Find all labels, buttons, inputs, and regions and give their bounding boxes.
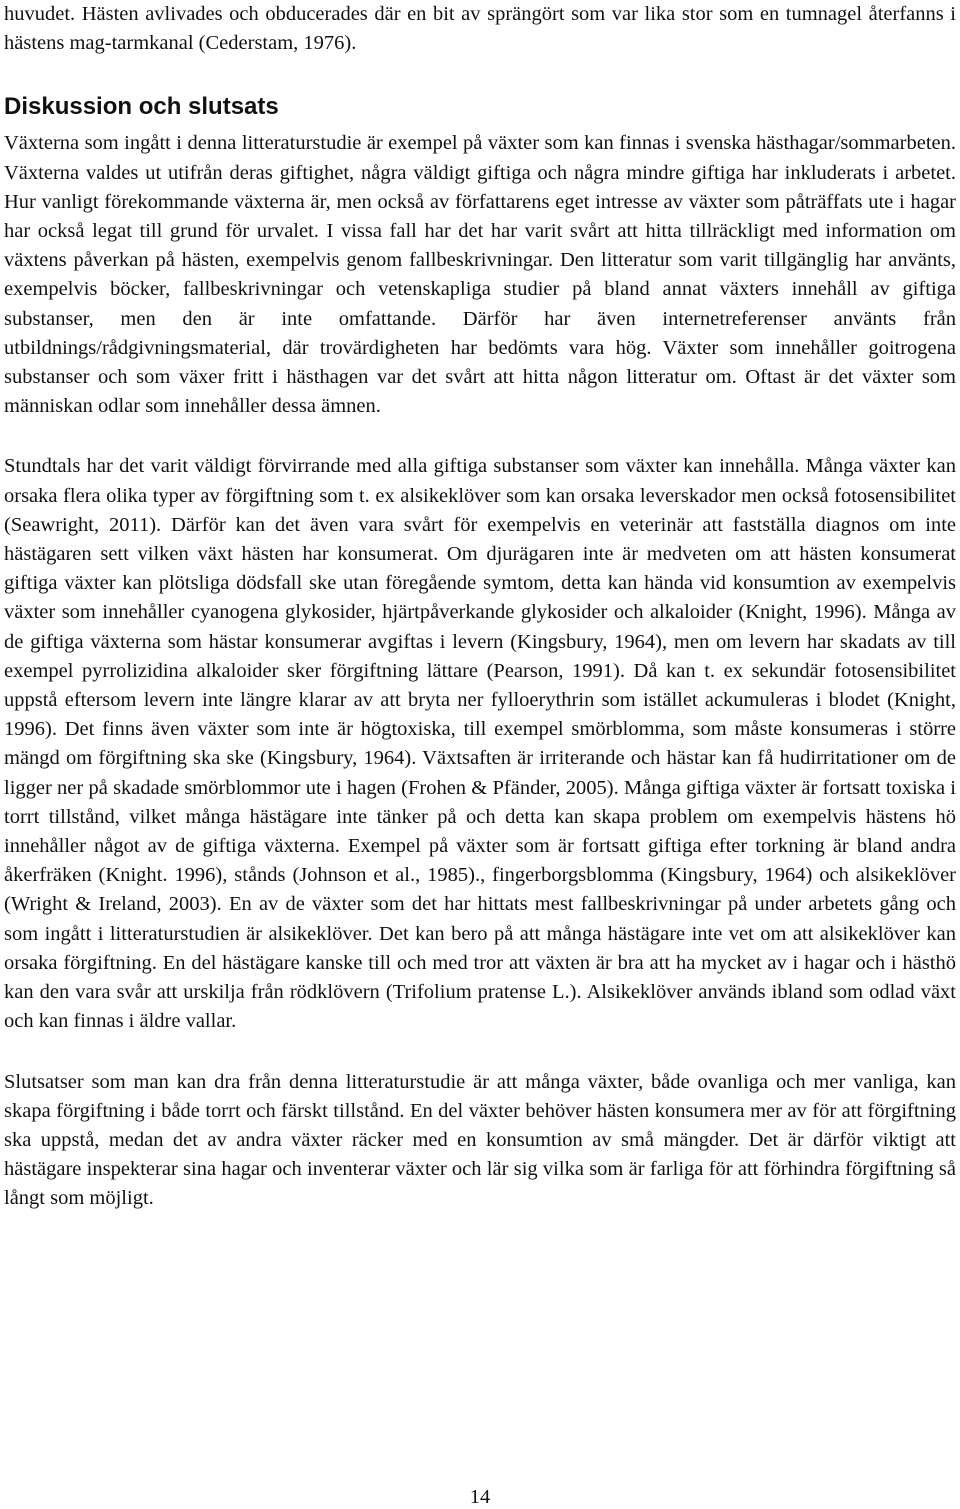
body-paragraph-3: Slutsatser som man kan dra från denna litteraturstudie är att många växter, både ovanliga och mer vanliga, kan skapa förgiftning i både torrt och färskt tillstånd. En del växter behöver hästen konsumera mer av för att förgiftning ska uppstå, medan det av andra växter räcker med en konsumtion av små mängder. Det är därför viktigt att hästägare inspekterar sina hagar och inventerar växter och lär sig vilka som är farliga för att förhindra förgiftning så långt som möjligt. — [4, 1070, 956, 1210]
document-page — [4, 0, 956, 1214]
body-paragraph-2: Stundtals har det varit väldigt förvirrande med alla giftiga substanser som växter kan innehålla. Många växter kan orsaka flera olika typer av förgiftning som t. ex alsikeklöver som kan orsaka leverskador men också fotosensibilitet (Seawright, 2011). Därför kan det även vara svårt för exempelvis en veterinär att fastställa diagnos om inte hästägaren sett vilken växt hästen har konsumerat. Om djurägaren inte är medveten om att hästen konsumerat giftiga växter kan plötsliga dödsfall ske utan föregående symtom, detta kan hända vid konsumtion av exempelvis växter som innehåller cyanogena glykosider, hjärtpåverkande glykosider och alkaloider (Knight, 1996). Många av de giftiga växterna som hästar konsumerar avgiftas i levern (Kingsbury, 1964), men om levern har skadats av till exempel pyrrolizidina alkaloider sker förgiftning lättare (Pearson, 1991). Då kan t. ex sekundär fotosensibilitet uppstå eftersom levern inte längre klarar av att bryta ner fylloerythrin som istället ackumuleras i blodet (Knight, 1996). Det finns även växter som inte är högtoxiska, till exempel smörblomma, som måste konsumeras i större mängd om förgiftning ska ske (Kingsbury, 1964). Växtsaften är irriterande och hästar kan få hudirritationer om de ligger ner på skadade smörblommor ute i hagen (Frohen & Pfänder, 2005). Många giftiga växter är fortsatt toxiska i torrt tillstånd, vilket många hästägare inte tänker på och detta kan skapa problem om exempelvis hästens hö innehåller något av de giftiga växterna. Exempel på växter som är fortsatt giftiga efter torkning är bland andra åkerfräken (Knight. 1996), stånds (Johnson et al., 1985)., fingerborgsblomma (Kingsbury, 1964) och alsikeklöver (Wright & Ireland, 2003). En av de växter som det har hittats mest fallbeskrivningar på under arbetets gång och som ingått i litteraturstudien är alsikeklöver. Det kan bero på att många hästägare inte vet om att alsikeklöver kan orsaka förgiftning. En del hästägare kanske till och med tror att växten är bra att ha mycket av i hagar och i hästhö kan den vara svår att urskilja från rödklövern (Trifolium pratense L.). Alsikeklöver används ibland som odlad växt och kan finnas i äldre vallar. — [4, 455, 956, 1033]
section-heading: Diskussion och slutsats — [4, 93, 279, 121]
continued-paragraph: huvudet. Hästen avlivades och obducerades där en bit av sprängört som var lika stor som en tumnagel återfanns i hästens mag-tarmkanal (Cederstam, 1976). — [4, 3, 956, 55]
body-paragraph-1: Växterna som ingått i denna litteraturstudie är exempel på växter som kan finnas i svenska hästhagar/sommarbeten. Växterna valdes ut utifrån deras giftighet, några väldigt giftiga och några mindre giftiga har inkluderats i arbetet. Hur vanligt förekommande växterna är, men också av författarens eget intresse av växter som påträffats ute i hagar har också legat till grund för urvalet. I vissa fall har det har varit svårt att hitta tillräckligt med information om växtens påverkan på hästen, exempelvis genom fallbeskrivningar. Den litteratur som varit tillgänglig har använts, exempelvis böcker, fallbeskrivningar och vetenskapliga studier på bland annat växters innehåll av giftiga substanser, men den är inte omfattande. Därför har även internetreferenser använts från utbildnings/rådgivningsmaterial, där trovärdigheten har bedömts vara hög. Växter som innehåller goitrogena substanser och som växer fritt i hästhagen var det svårt att hitta någon litteratur om. Oftast är det växter som människan odlar som innehåller dessa ämnen. — [4, 132, 956, 418]
page-number: 14 — [469, 1486, 491, 1508]
